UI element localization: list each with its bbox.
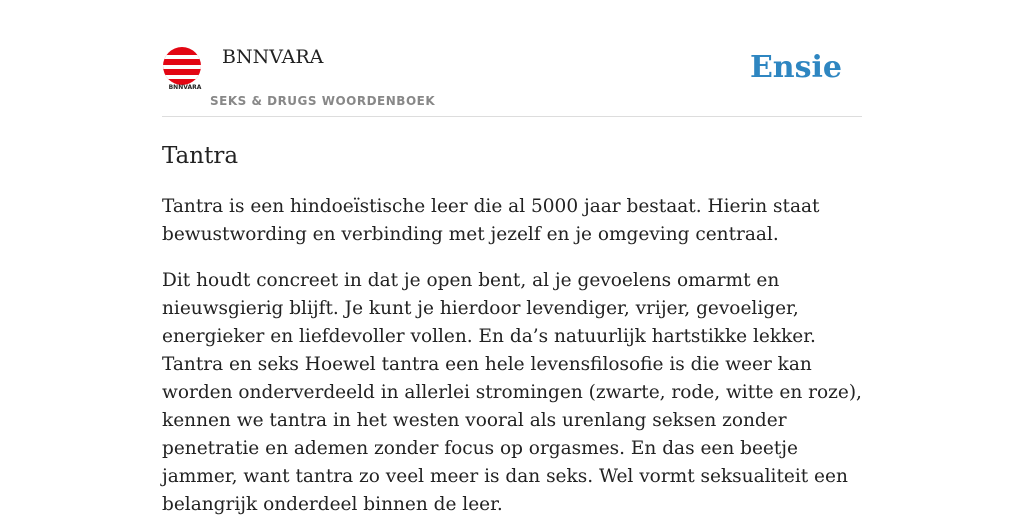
- article-paragraph-2: Dit houdt concreet in dat je open bent, al je gevoelens omarmt en nieuwsgierig blijft. Je kunt je hierdoor levendiger, vrijer, gevoeliger, energieker en liefdevoller vollen. En da’s natuurlijk hartstikke lekker. Tantra en seks Hoewel tantra een hele levensfilosofie is die weer kan worden onderverdeeld in allerlei stromingen (zwarte, rode, witte en roze), kennen we tantra in het westen vooral als urenlang seksen zonder penetratie en ademen zonder focus op orgasmes. En das een beetje jammer, want tantra zo veel meer is dan seks. Wel vormt seksualiteit een belangrijk onderdeel binnen de leer.: [162, 270, 862, 515]
- bnnvara-logo[interactable]: [162, 46, 202, 92]
- ensie-logo-link[interactable]: Ensie: [749, 50, 842, 85]
- header: [162, 0, 862, 117]
- logo-text: BNNVARA: [168, 84, 202, 91]
- article-paragraph-1: Tantra is een hindoeïstische leer die al 5000 jaar bestaat. Hierin staat bewustwording en verbinding met jezelf en je omgeving centraal.: [162, 196, 820, 245]
- dictionary-subtitle[interactable]: SEKS & DRUGS WOORDENBOEK: [210, 94, 436, 108]
- page: [162, 0, 862, 519]
- article-title: Tantra: [162, 143, 239, 169]
- brand-name: BNNVARA: [222, 46, 324, 68]
